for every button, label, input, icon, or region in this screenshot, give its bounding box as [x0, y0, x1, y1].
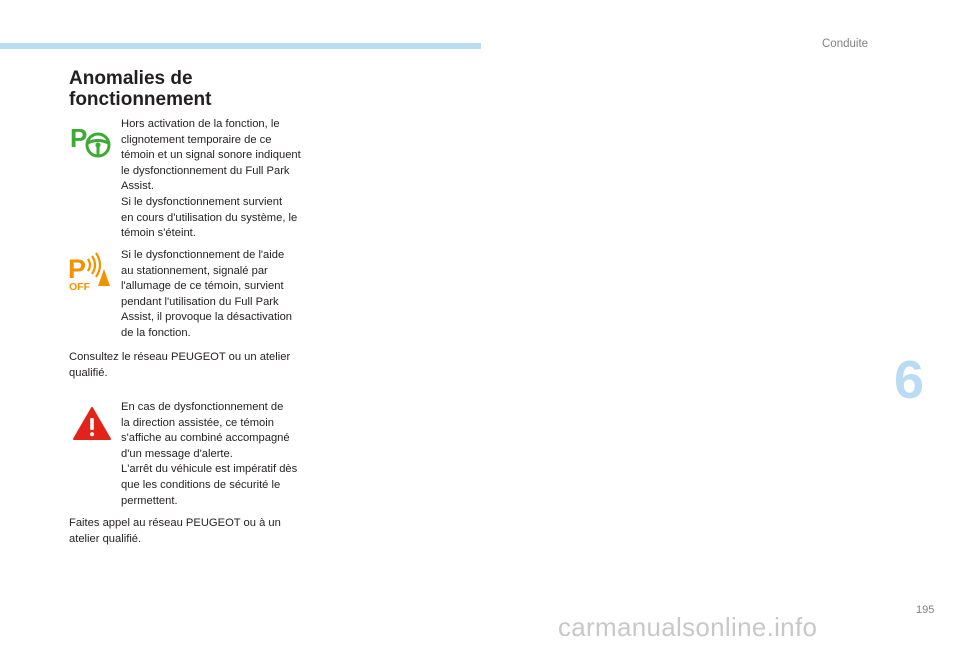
- text-line: en cours d'utilisation du système, le: [121, 211, 298, 224]
- text-line: d'un message d'alerte.: [121, 447, 233, 460]
- text-line: que les conditions de sécurité le: [121, 478, 281, 491]
- title-line: Anomalies de: [69, 68, 193, 89]
- text-line: le dysfonctionnement du Full Park: [121, 164, 290, 177]
- text-line: pendant l'utilisation du Full Park: [121, 295, 279, 308]
- text-line: atelier qualifié.: [69, 532, 142, 545]
- block-park-sensor-text: [121, 248, 331, 342]
- section-label: Conduite: [822, 38, 869, 50]
- text-line: En cas de dysfonctionnement de: [121, 401, 284, 413]
- chapter-number: 6: [894, 350, 925, 410]
- svg-text:P: P: [70, 123, 88, 153]
- block-park-assist-text: [121, 117, 331, 242]
- text-line: L'arrêt du véhicule est impératif dès: [121, 463, 298, 476]
- text-line: témoin s'éteint.: [121, 227, 196, 240]
- text-line: permettent.: [121, 494, 178, 507]
- text-line: de la fonction.: [121, 326, 191, 339]
- text-line: clignotement temporaire de ce: [121, 133, 272, 146]
- text-line: témoin et un signal sonore indiquent: [121, 149, 301, 162]
- svg-text:P: P: [68, 254, 87, 284]
- text-line: qualifié.: [69, 366, 108, 379]
- text-line: Assist.: [121, 180, 154, 193]
- park-sensor-off-icon: [67, 252, 115, 297]
- text-line: Si le dysfonctionnement de l'aide: [121, 249, 285, 261]
- text-line: Consultez le réseau PEUGEOT ou un atelier: [69, 351, 291, 363]
- text-line: Hors activation de la fonction, le: [121, 118, 280, 130]
- text-line: s'affiche au combiné accompagné: [121, 432, 290, 445]
- page-title: [69, 68, 369, 110]
- header-accent-bar: [0, 43, 481, 49]
- text-line: Si le dysfonctionnement survient: [121, 195, 283, 208]
- text-line: l'allumage de ce témoin, survient: [121, 280, 284, 293]
- contact-network-paragraph: [69, 516, 329, 547]
- watermark: carmanualsonline.info: [558, 612, 818, 642]
- page-number: 195: [916, 604, 935, 616]
- title-line: fonctionnement: [69, 89, 212, 110]
- text-line: la direction assistée, ce témoin: [121, 416, 274, 429]
- off-label: OFF: [69, 281, 90, 292]
- consult-network-paragraph: [69, 350, 329, 381]
- text-line: au stationnement, signalé par: [121, 264, 268, 277]
- text-line: Assist, il provoque la désactivation: [121, 311, 293, 324]
- warning-triangle-icon: [72, 406, 112, 447]
- text-line: Faites appel au réseau PEUGEOT ou à un: [69, 517, 281, 529]
- block-steering-warning-text: [121, 400, 331, 509]
- park-assist-steering-icon: [69, 123, 113, 164]
